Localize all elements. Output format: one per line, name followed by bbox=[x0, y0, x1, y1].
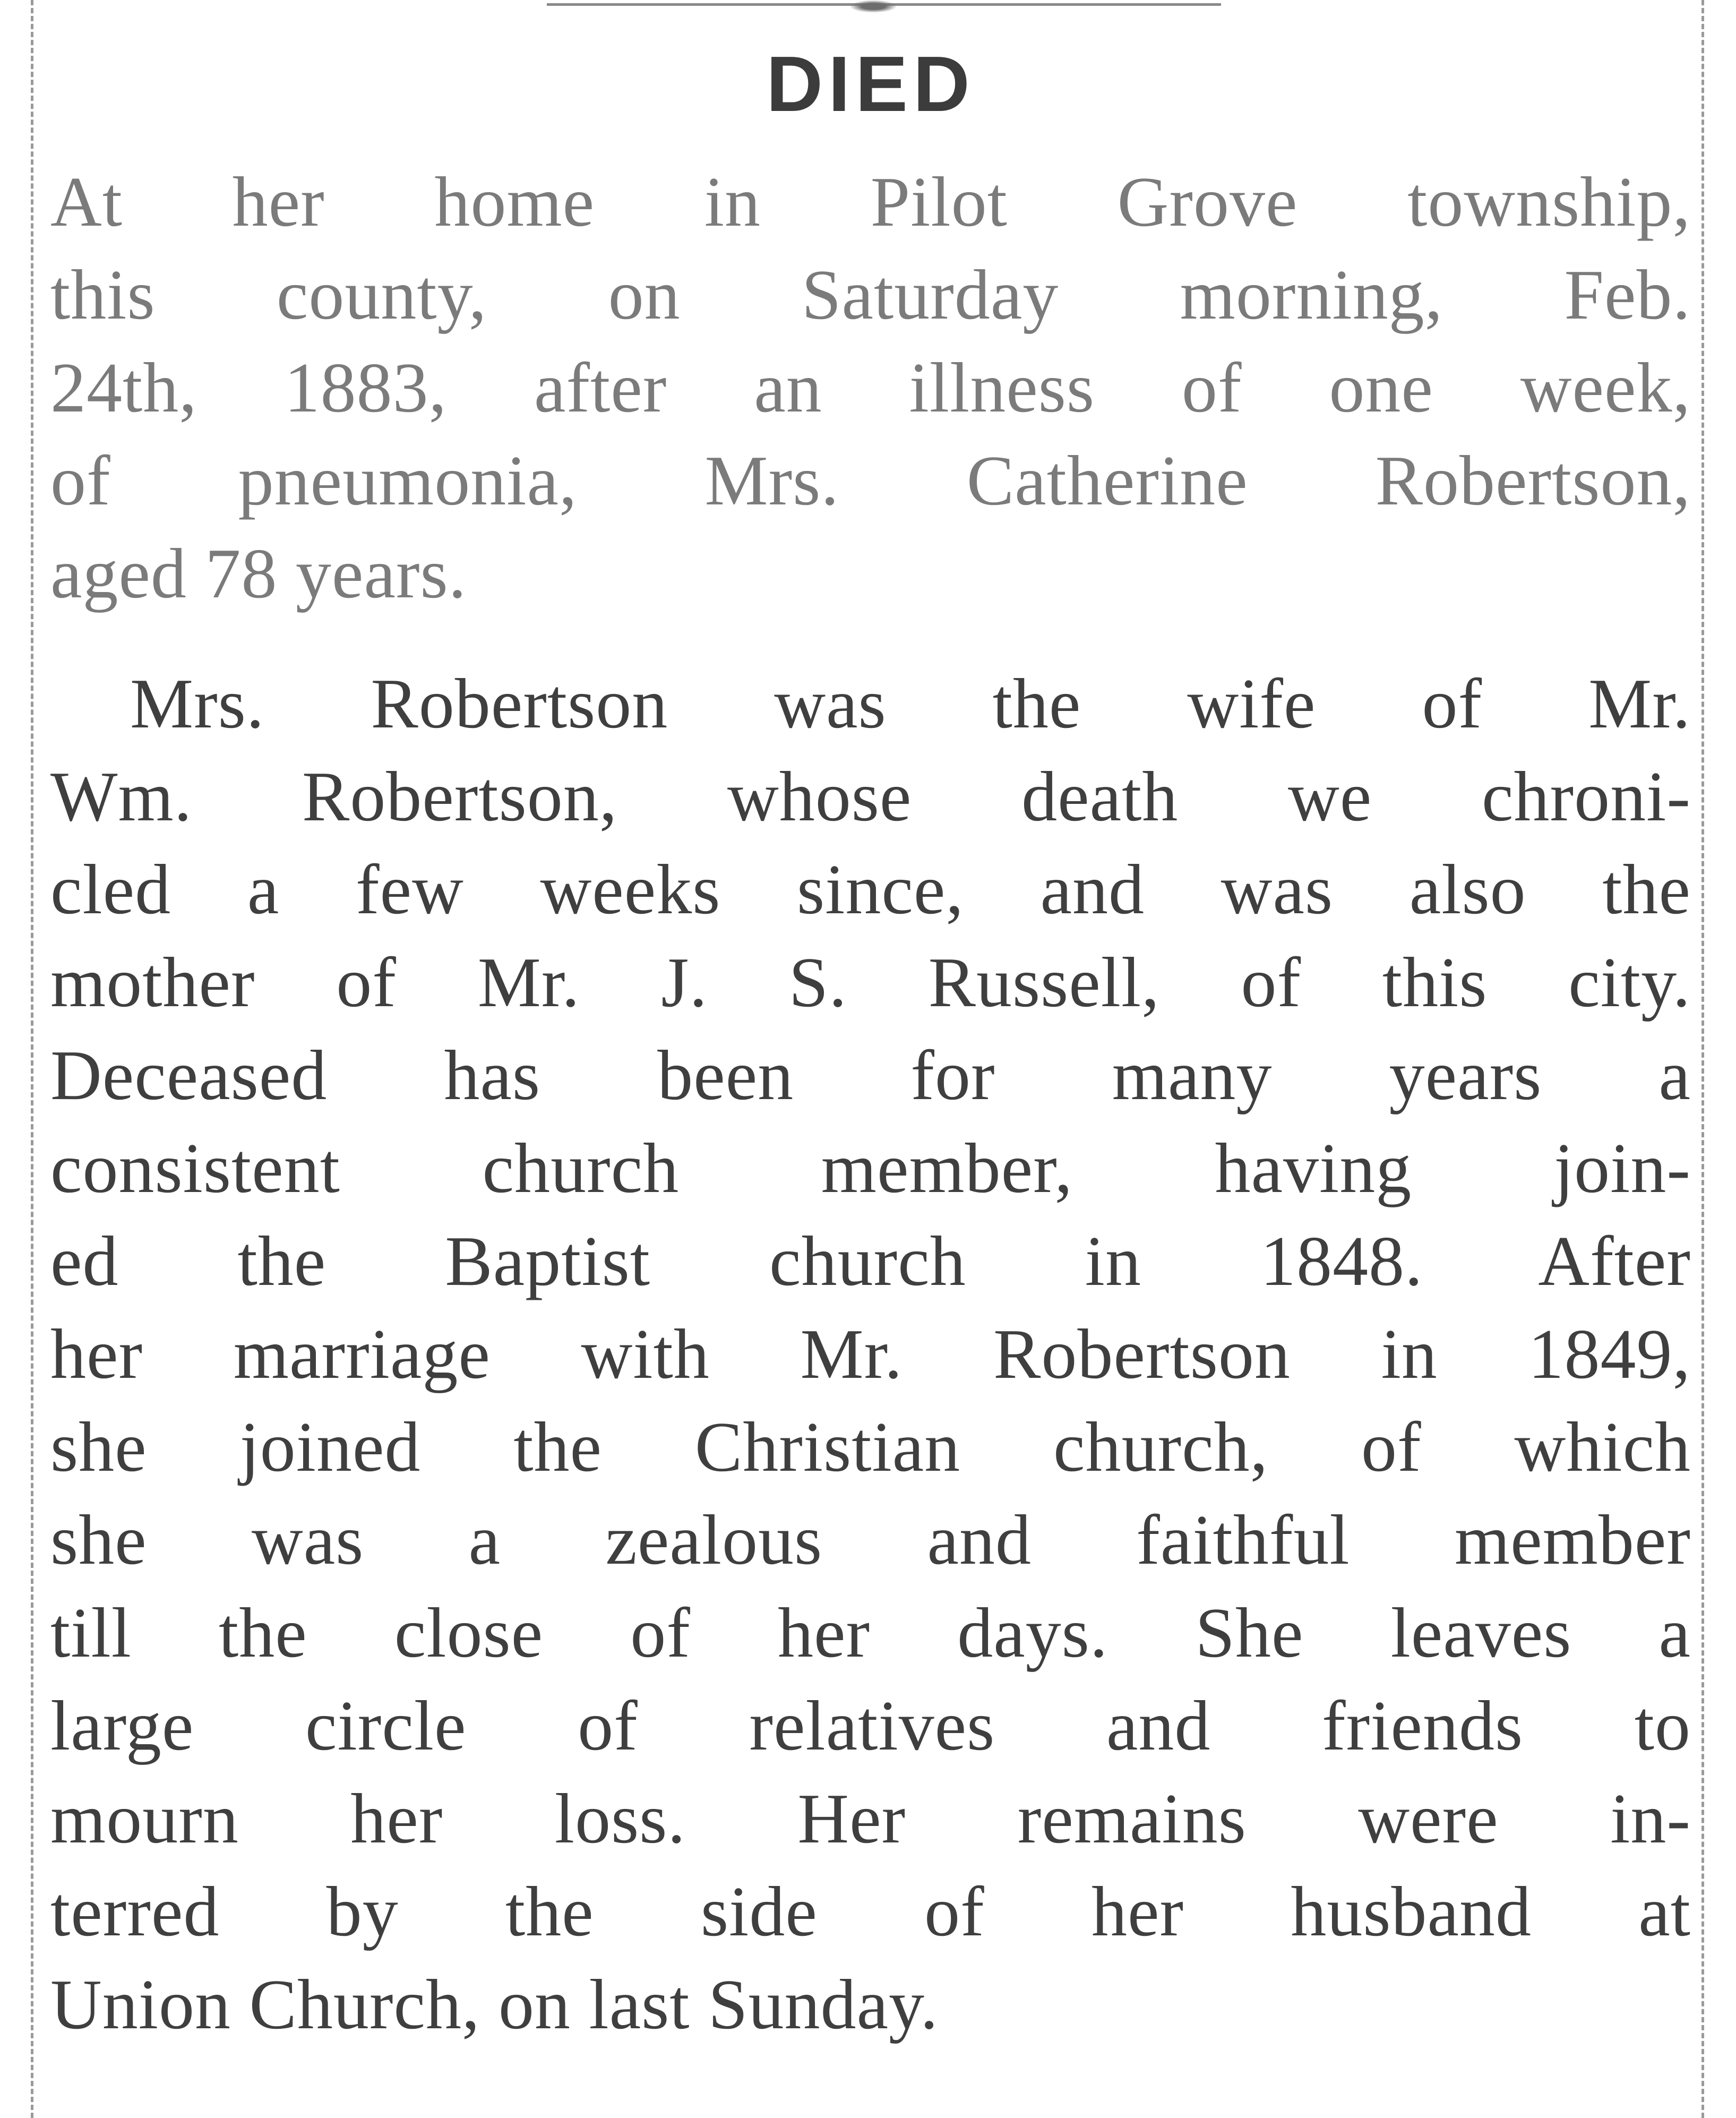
text-line: her marriage with Mr. Robertson in 1849, bbox=[50, 1315, 1691, 1393]
text-line: mourn her loss. Her remains were in- bbox=[50, 1779, 1691, 1858]
paragraph-1 bbox=[50, 156, 1691, 620]
text-line: she was a zealous and faithful member bbox=[50, 1500, 1691, 1579]
text-line: consistent church member, having join- bbox=[50, 1129, 1691, 1207]
text-line: till the close of her days. She leaves a bbox=[50, 1593, 1691, 1672]
top-ornament bbox=[849, 0, 897, 13]
text-line: cled a few weeks since, and was also the bbox=[50, 850, 1691, 929]
text-line: Mrs. Robertson was the wife of Mr. bbox=[130, 664, 1691, 743]
text-line: Wm. Robertson, whose death we chroni- bbox=[50, 757, 1691, 836]
text-line: she joined the Christian church, of which bbox=[50, 1408, 1691, 1486]
text-line: Deceased has been for many years a bbox=[50, 1036, 1691, 1114]
headline: DIED bbox=[766, 40, 975, 128]
left-column-rule bbox=[31, 0, 33, 2118]
text-line: ed the Baptist church in 1848. After bbox=[50, 1222, 1691, 1300]
text-line: mother of Mr. J. S. Russell, of this city. bbox=[50, 943, 1691, 1022]
text-line: At her home in Pilot Grove township, bbox=[50, 162, 1691, 241]
text-line: terred by the side of her husband at bbox=[50, 1872, 1691, 1951]
right-column-rule bbox=[1701, 0, 1704, 2118]
paragraph-2 bbox=[50, 657, 1691, 2051]
text-line: large circle of relatives and friends to bbox=[50, 1686, 1691, 1765]
text-line: 24th, 1883, after an illness of one week, bbox=[50, 348, 1691, 427]
text-line: Union Church, on last Sunday. bbox=[50, 1965, 939, 2044]
obituary-article bbox=[50, 40, 1691, 2051]
text-line: of pneumonia, Mrs. Catherine Robertson, bbox=[50, 441, 1691, 520]
text-line: aged 78 years. bbox=[50, 534, 467, 613]
text-line: this county, on Saturday morning, Feb. bbox=[50, 255, 1691, 334]
